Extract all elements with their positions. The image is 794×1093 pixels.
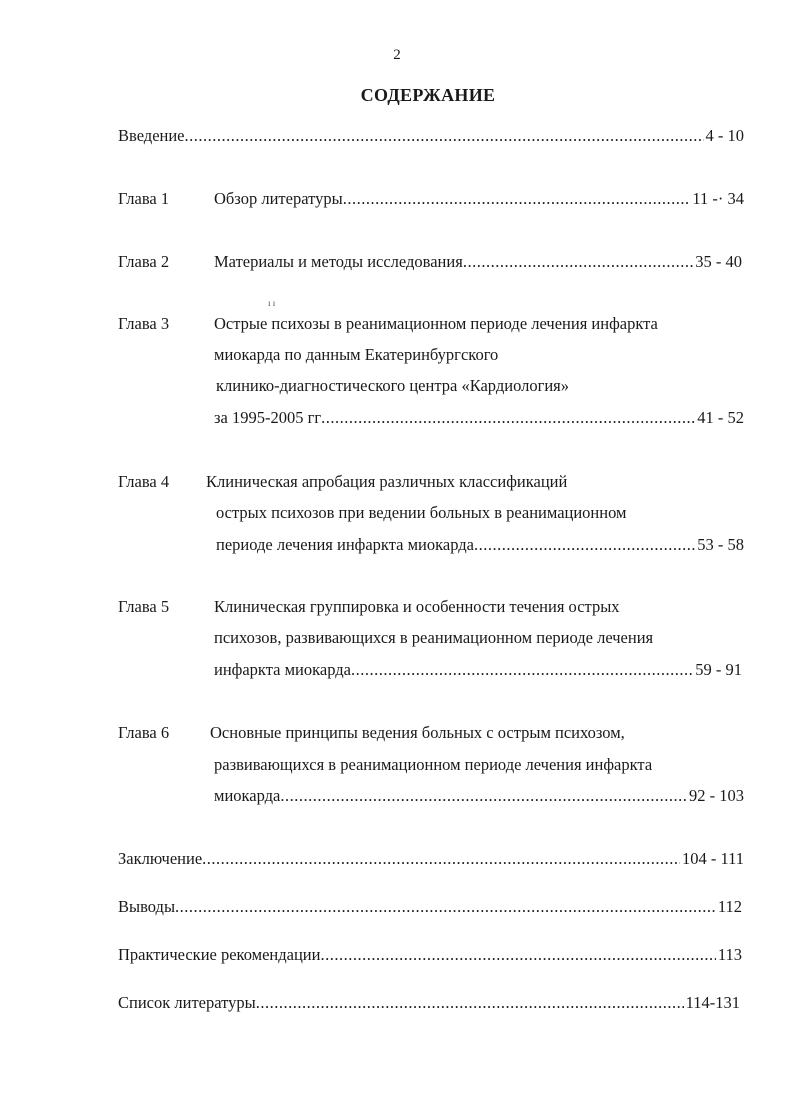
toc-entry-title: Список литературы — [118, 993, 256, 1012]
toc-entry-line: Основные принципы ведения больных с острым психозом, — [210, 723, 625, 742]
toc-entry-title: миокарда — [214, 786, 281, 805]
toc-page-range: 53 - 58 — [697, 535, 744, 554]
toc-entry-line: Острые психозы в реанимационном периоде лечения инфаркта — [214, 314, 658, 333]
toc-entry-line: острых психозов при ведении больных в реанимационном — [216, 503, 627, 522]
dot-leader — [343, 188, 691, 210]
toc-entry-line: Клиническая апробация различных классификаций — [206, 472, 568, 491]
toc-entry-line: развивающихся в реанимационном периоде лечения инфаркта — [214, 755, 653, 774]
toc-entry-line: Клиническая группировка и особенности течения острых — [214, 597, 620, 616]
toc-page-range: 114-131 — [685, 993, 740, 1012]
toc-entry-title: Выводы — [118, 897, 176, 916]
toc-entry-intro[interactable] — [118, 125, 744, 147]
dot-leader — [280, 785, 687, 807]
toc-entry-title: инфаркта миокарда — [214, 660, 351, 679]
dot-leader — [202, 848, 680, 870]
chapter-label: Глава 6 — [118, 723, 170, 742]
toc-entry-findings[interactable] — [118, 896, 742, 918]
dot-leader — [175, 896, 716, 918]
chapter-label: Глава 5 — [118, 597, 170, 616]
dot-leader — [463, 251, 693, 273]
toc-page-range: 11 -· 34 — [692, 189, 744, 208]
toc-entry-chapter-3[interactable] — [214, 407, 744, 429]
dot-leader — [351, 659, 693, 681]
toc-page-range: 4 - 10 — [705, 126, 744, 145]
toc-page-range: 59 - 91 — [695, 660, 742, 679]
toc-entry-title: Введение — [118, 126, 185, 145]
toc-entry-recommendations[interactable] — [118, 944, 742, 966]
toc-page-range: 113 — [717, 945, 742, 964]
toc-entry-title: периоде лечения инфаркта миокарда — [216, 535, 474, 554]
toc-page-range: 35 - 40 — [695, 252, 742, 271]
toc-entry-title: Материалы и методы исследования — [214, 252, 463, 271]
dot-leader — [321, 407, 695, 429]
toc-entry-title: Практические рекомендации — [118, 945, 321, 964]
toc-entry-conclusion[interactable] — [118, 848, 744, 870]
dot-leader — [256, 992, 684, 1014]
toc-entry-line: миокарда по данным Екатеринбургского — [214, 345, 499, 364]
dot-leader — [474, 534, 695, 556]
toc-page-range: 112 — [717, 897, 742, 916]
toc-entry-title: Заключение — [118, 849, 203, 868]
page-title: СОДЕРЖАНИЕ — [360, 85, 496, 105]
toc-entry-chapter-5[interactable] — [214, 659, 742, 681]
chapter-label: Глава 4 — [118, 472, 170, 491]
toc-entry-chapter-2[interactable] — [214, 251, 742, 273]
chapter-label: Глава 3 — [118, 314, 170, 333]
toc-entry-line: психозов, развивающихся в реанимационном периоде лечения — [214, 628, 654, 647]
chapter-label: Глава 2 — [118, 252, 170, 271]
toc-page-range: 104 - 111 — [681, 849, 744, 868]
toc-page-range: 92 - 103 — [689, 786, 744, 805]
toc-entry-title: Обзор литературы — [214, 189, 343, 208]
scan-mark: ı ı — [268, 298, 276, 308]
toc-page-range: 41 - 52 — [697, 408, 744, 427]
toc-entry-title: за 1995-2005 гг — [214, 408, 322, 427]
toc-entry-references[interactable] — [118, 992, 740, 1014]
toc-entry-chapter-4[interactable] — [216, 534, 744, 556]
toc-entry-line: клинико-диагностического центра «Кардиология» — [216, 376, 570, 395]
chapter-label: Глава 1 — [118, 189, 170, 208]
toc-entry-chapter-1[interactable] — [214, 188, 744, 210]
page-number: 2 — [393, 47, 401, 63]
toc-entry-chapter-6[interactable] — [214, 785, 744, 807]
dot-leader — [185, 125, 704, 147]
dot-leader — [320, 944, 715, 966]
